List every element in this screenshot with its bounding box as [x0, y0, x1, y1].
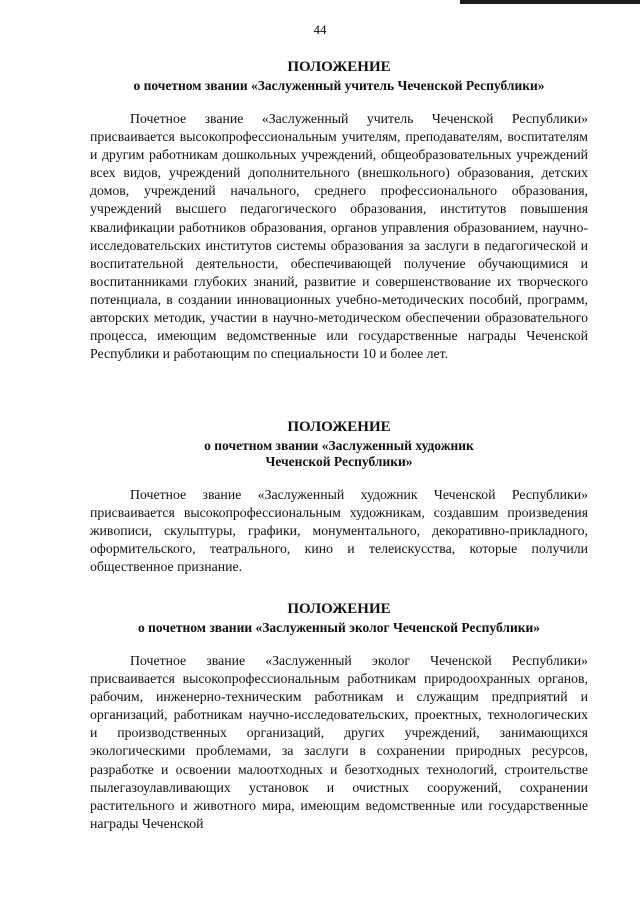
- section-subtitle: [90, 78, 588, 94]
- section-honored-teacher: [90, 59, 588, 363]
- section-body: Почетное звание «Заслуженный эколог Чеченской Республики» присваивается высокопрофессиональным работникам природоохранных органов, рабочим, инженерно-техническим работникам и служащим предприятий и организаций, работникам научно-исследовательских, проектных, технологических и производственных организаций, других учреждений, занимающихся экологическими проблемами, за заслуги в сохранении природных ресурсов, разработке и освоении малоотходных и безотходных технологий, строительстве пылегазоулавливающих установок и очистных сооружений, сохранении растительного и животного мира, имеющим ведомственные или государственные награды Чеченской: [90, 653, 588, 831]
- section-body: Почетное звание «Заслуженный учитель Чеченской Республики» присваивается высокопрофессиональным учителям, преподавателям, воспитателям и другим работникам дошкольных учреждений, общеобразовательных учреждений всех видов, учреждений дополнительного (внешкольного) образования, детских домов, учреждений начального, среднего профессионального образования, учреждений высшего педагогического образования, институтов повышения квалификации работников образования, органов управления образованием, научно-исследовательских институтов системы образования за заслуги в педагогической и воспитательной деятельности, обеспечивающей получение обучающимися и воспитанниками глубоких знаний, развитие и совершенствование их творческого потенциала, в создании инновационных учебно-методических пособий, программ, авторских методик, участии в научно-методическом обеспечении образовательного процесса, имеющим ведомственные или государственные награды Чеченской Республики и работающим по специальности 10 и более лет.: [90, 111, 588, 362]
- section-subtitle: [90, 620, 588, 636]
- subtitle-line: о почетном звании «Заслуженный эколог Чеченской Республики»: [137, 620, 541, 635]
- section-honored-artist: [90, 419, 588, 576]
- section-heading: ПОЛОЖЕНИЕ: [287, 601, 391, 617]
- section-heading: ПОЛОЖЕНИЕ: [287, 419, 391, 435]
- subtitle-line: о почетном звании «Заслуженный художник: [204, 438, 474, 453]
- section-honored-ecologist: [90, 601, 588, 833]
- subtitle-line: о почетном звании «Заслуженный учитель Чеченской Республики»: [133, 78, 545, 93]
- section-body: Почетное звание «Заслуженный художник Чеченской Республики» присваивается высокопрофессиональным художникам, создавшим произведения живописи, скульптуры, графики, монументального, декоративно-прикладного, оформительского, театрального, кино и телеискусства, которые получили общественное признание.: [90, 487, 588, 575]
- subtitle-line: Чеченской Республики»: [265, 454, 413, 469]
- section-subtitle: [90, 438, 588, 470]
- section-heading: ПОЛОЖЕНИЕ: [287, 59, 391, 75]
- scan-edge-mark: [460, 0, 640, 4]
- page-number: 44: [313, 22, 327, 37]
